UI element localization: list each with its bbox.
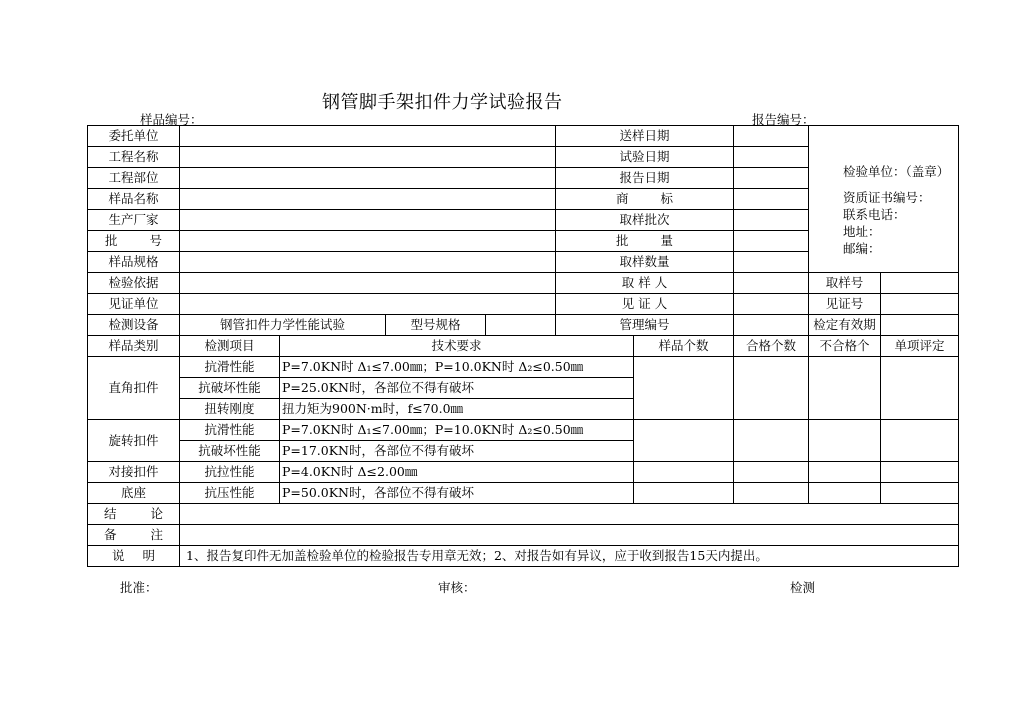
conclusion-label: 结 论 xyxy=(88,504,180,525)
col-sample-count: 样品个数 xyxy=(634,336,734,357)
management-no-value[interactable] xyxy=(734,315,809,336)
col-fail-count: 不合格个 xyxy=(809,336,881,357)
rot-req-break: P=17.0KN时，各部位不得有破坏 xyxy=(280,441,634,462)
batch-qty-value[interactable] xyxy=(734,231,809,252)
manufacturer-label: 生产厂家 xyxy=(88,210,180,231)
ra-pass-count[interactable] xyxy=(734,357,809,420)
sample-name-value[interactable] xyxy=(180,189,556,210)
postcode-label: 邮编： xyxy=(843,241,881,256)
base-sample-count[interactable] xyxy=(634,483,734,504)
sample-name-label: 样品名称 xyxy=(88,189,180,210)
base: 底座 xyxy=(88,483,180,504)
sampling-qty-label: 取样数量 xyxy=(556,252,734,273)
phone-label: 联系电话： xyxy=(843,207,906,222)
sampling-no-label: 取样号 xyxy=(809,273,881,294)
test-date-label: 试验日期 xyxy=(556,147,734,168)
test-equipment-label: 检测设备 xyxy=(88,315,180,336)
calibration-validity-value[interactable] xyxy=(881,315,959,336)
report-no-label: 报告编号： xyxy=(752,112,815,127)
ra-anti-break: 抗破坏性能 xyxy=(180,378,280,399)
butt-sample-count[interactable] xyxy=(634,462,734,483)
rotating-coupler: 旋转扣件 xyxy=(88,420,180,462)
test-basis-value[interactable] xyxy=(180,273,556,294)
trademark-label: 商 标 xyxy=(556,189,734,210)
butt-coupler: 对接扣件 xyxy=(88,462,180,483)
base-item-eval[interactable] xyxy=(881,483,959,504)
sampling-batch-value[interactable] xyxy=(734,210,809,231)
notes-label: 说 明 xyxy=(88,546,180,567)
ra-torsion: 扭转刚度 xyxy=(180,399,280,420)
col-test-item: 检测项目 xyxy=(180,336,280,357)
sampling-batch-label: 取样批次 xyxy=(556,210,734,231)
management-no-label: 管理编号 xyxy=(556,315,734,336)
test-basis-label: 检验依据 xyxy=(88,273,180,294)
inspection-info xyxy=(809,126,959,273)
sampler-value[interactable] xyxy=(734,273,809,294)
witness-no-label: 见证号 xyxy=(809,294,881,315)
base-pass-count[interactable] xyxy=(734,483,809,504)
sample-no-label: 样品编号： xyxy=(140,112,203,127)
sample-spec-value[interactable] xyxy=(180,252,556,273)
batch-qty-label: 批 量 xyxy=(556,231,734,252)
remarks-label: 备 注 xyxy=(88,525,180,546)
calibration-validity-label: 检定有效期 xyxy=(809,315,881,336)
report-date-value[interactable] xyxy=(734,168,809,189)
report-date-label: 报告日期 xyxy=(556,168,734,189)
delivery-date-value[interactable] xyxy=(734,126,809,147)
ra-item-eval[interactable] xyxy=(881,357,959,420)
project-name-label: 工程名称 xyxy=(88,147,180,168)
equipment-name: 钢管扣件力学性能试验 xyxy=(180,315,386,336)
cert-no-label: 资质证书编号： xyxy=(843,190,931,205)
ra-req-torsion: 扭力矩为900N·m时，f≤70.0㎜ xyxy=(280,399,634,420)
rot-sample-count[interactable] xyxy=(634,420,734,462)
manufacturer-value[interactable] xyxy=(180,210,556,231)
col-item-eval: 单项评定 xyxy=(881,336,959,357)
project-part-label: 工程部位 xyxy=(88,168,180,189)
test-date-value[interactable] xyxy=(734,147,809,168)
butt-item-eval[interactable] xyxy=(881,462,959,483)
rot-req-slip: P=7.0KN时 Δ₁≤7.00㎜；P=10.0KN时 Δ₂≤0.50㎜ xyxy=(280,420,634,441)
ra-anti-slip: 抗滑性能 xyxy=(180,357,280,378)
right-angle-coupler: 直角扣件 xyxy=(88,357,180,420)
project-name-value[interactable] xyxy=(180,147,556,168)
butt-fail-count[interactable] xyxy=(809,462,881,483)
ra-req-slip: P=7.0KN时 Δ₁≤7.00㎜；P=10.0KN时 Δ₂≤0.50㎜ xyxy=(280,357,634,378)
rot-anti-slip: 抗滑性能 xyxy=(180,420,280,441)
butt-req-tensile: P=4.0KN时 Δ≤2.00㎜ xyxy=(280,462,634,483)
sample-spec-label: 样品规格 xyxy=(88,252,180,273)
witness-value[interactable] xyxy=(734,294,809,315)
sampler-label: 取 样 人 xyxy=(556,273,734,294)
rot-item-eval[interactable] xyxy=(881,420,959,462)
client-label: 委托单位 xyxy=(88,126,180,147)
base-compressive: 抗压性能 xyxy=(180,483,280,504)
butt-tensile: 抗拉性能 xyxy=(180,462,280,483)
witness-unit-label: 见证单位 xyxy=(88,294,180,315)
delivery-date-label: 送样日期 xyxy=(556,126,734,147)
ra-req-break: P=25.0KN时，各部位不得有破坏 xyxy=(280,378,634,399)
trademark-value[interactable] xyxy=(734,189,809,210)
sampling-qty-value[interactable] xyxy=(734,252,809,273)
remarks-value[interactable] xyxy=(180,525,959,546)
base-req-compress: P=50.0KN时，各部位不得有破坏 xyxy=(280,483,634,504)
base-fail-count[interactable] xyxy=(809,483,881,504)
witness-no-value[interactable] xyxy=(881,294,959,315)
col-tech-req: 技术要求 xyxy=(280,336,634,357)
page-title: 钢管脚手架扣件力学试验报告 xyxy=(322,92,563,113)
ra-sample-count[interactable] xyxy=(634,357,734,420)
inspection-unit-label: 检验单位：（盖章） xyxy=(843,164,950,179)
approve-label: 批准： xyxy=(120,580,158,595)
witness-label: 见 证 人 xyxy=(556,294,734,315)
sampling-no-value[interactable] xyxy=(881,273,959,294)
model-spec-label: 型号规格 xyxy=(386,315,486,336)
batch-no-value[interactable] xyxy=(180,231,556,252)
client-value[interactable] xyxy=(180,126,556,147)
test-label: 检测 xyxy=(790,580,816,595)
rot-anti-break: 抗破坏性能 xyxy=(180,441,280,462)
col-pass-count: 合格个数 xyxy=(734,336,809,357)
notes-text: 1、报告复印件无加盖检验单位的检验报告专用章无效；2、对报告如有异议，应于收到报告15天内提出。 xyxy=(180,546,959,567)
butt-pass-count[interactable] xyxy=(734,462,809,483)
rot-fail-count[interactable] xyxy=(809,420,881,462)
batch-no-label: 批 号 xyxy=(88,231,180,252)
report-table xyxy=(87,125,959,567)
project-part-value[interactable] xyxy=(180,168,556,189)
ra-fail-count[interactable] xyxy=(809,357,881,420)
conclusion-value[interactable] xyxy=(180,504,959,525)
rot-pass-count[interactable] xyxy=(734,420,809,462)
address-label: 地址： xyxy=(843,224,881,239)
review-label: 审核： xyxy=(438,580,476,595)
witness-unit-value[interactable] xyxy=(180,294,556,315)
col-sample-type: 样品类别 xyxy=(88,336,180,357)
model-spec-value[interactable] xyxy=(486,315,556,336)
